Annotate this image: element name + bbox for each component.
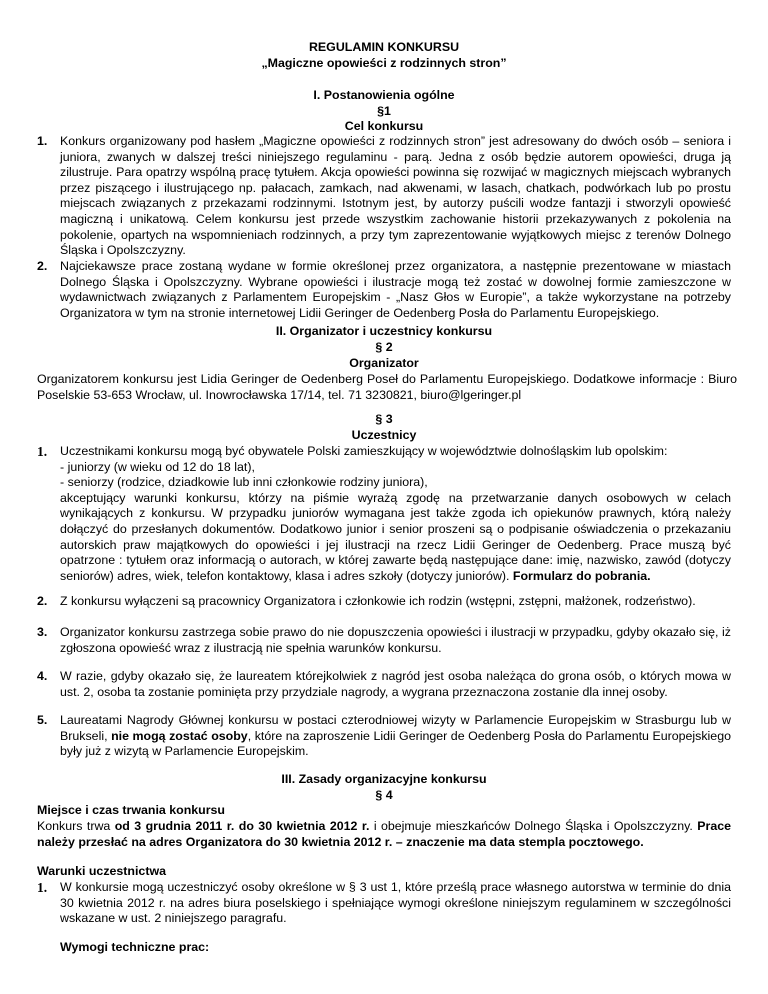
list-item xyxy=(37,594,731,610)
text-run: Konkurs trwa xyxy=(37,819,115,833)
text-run: , które na zaproszenie Lidii Geringer de Oedenberg Posła do Parlamentu Europejskiego były już z wizytą w Parlamencie Europejskim. xyxy=(60,728,731,759)
list-item-text: Konkurs organizowany pod hasłem „Magiczne opowieści z rodzinnych stron” jest adresowany do dwóch osób – seniora i juniora, zwanych w dalszej treści niniejszego regulaminu - parą. Jedna z osób będzie autorem opowieści, druga ją zilustruje. Para opatrzy wspólną pracę tytułem. Akcja opowieści powinna się rozwijać w magicznych miejscach wybranych przez piszącego i ilustrującego np. pałacach, zamkach, nad akwenami, w lasach, chatkach, podwórkach lub po prostu miejscach związanych z przekazami rodzinnymi. Istotnym jest, by autorzy puścili wodze fantazji i stworzyli opowieść magiczną i unikatową. Celem konkursu jest przede wszystkim zachowanie historii przekazywanych z pokolenia na pokolenie, opartych na wspomnieniach rodzinnych, a przy tym zaprezentowanie wyjątkowych miejsc z terenów Dolnego Śląska i Opolszczyzny. xyxy=(60,134,731,258)
list-item-body: akceptujący warunki konkursu, którzy na piśmie wyrażą zgodę na przetwarzanie danych osobowych w celach wynikających z konkursu. W przypadku juniorów wymagana jest także zgoda ich opiekunów prawnych, którą należy dołączyć do przesłanych dokumentów. Dodatkowo junior i senior proszeni są o podpisanie oświadczenia o przekazaniu autorskich praw majątkowych do opowieści i jej ilustracji na rzecz Lidii Geringer de Oedenberg. Prace muszą być opatrzone : tytułem oraz informacją o autorach, w której zawarte będą następujące dane: imię, nazwisko, zawód (dotyczy seniorów) adres, wiek, telefon kontaktowy, klasa i adres szkoły (dotyczy juniorów). xyxy=(60,490,731,583)
list-item xyxy=(37,134,731,259)
text-run-bold: nie mogą zostać osoby xyxy=(111,728,248,743)
list-item-number: 4. xyxy=(37,669,48,683)
section-heading: I. Postanowienia ogólne xyxy=(313,88,455,102)
list-item xyxy=(37,713,731,760)
list-item-number: 1. xyxy=(37,880,48,895)
list-item-number: 5. xyxy=(37,713,48,727)
list-item-text: Organizator konkursu zastrzega sobie prawo do nie dopuszczenia opowieści i ilustracji w przypadku, gdyby okazało się, iż zgłoszona opowieść wraz z ilustracją nie spełnia warunków konkursu. xyxy=(60,625,731,655)
document-subtitle: „Magiczne opowieści z rodzinnych stron” xyxy=(261,56,507,70)
section-heading: III. Zasady organizacyjne konkursu xyxy=(281,772,487,786)
text-run-bold: od 3 grudnia 2011 r. do 30 kwietnia 2012 r. xyxy=(114,819,370,833)
text-run: Laureatami Nagrody Głównej konkursu w postaci czterodniowej wizyty w Parlamencie Europejskim w Strasburgu lub w Brukseli, xyxy=(60,713,731,743)
paragraph-number: § 2 xyxy=(375,340,393,354)
text-run-bold: Prace należy przesłać na adres Organizatora do 30 kwietnia 2012 r. – znaczenie ma data stempla pocztowego. xyxy=(37,819,732,849)
subsection-title: Miejsce i czas trwania konkursu xyxy=(37,803,226,817)
list-item-text xyxy=(60,713,731,760)
list-item-number: 2. xyxy=(37,259,48,273)
list-item-number: 3. xyxy=(37,625,48,639)
subsection-title: Warunki uczestnictwa xyxy=(37,864,166,878)
paragraph-number: §1 xyxy=(377,104,391,118)
section-heading: II. Organizator i uczestnicy konkursu xyxy=(275,324,493,338)
document-title: REGULAMIN KONKURSU xyxy=(308,40,460,54)
paragraph-title: Cel konkursu xyxy=(344,119,424,133)
paragraph-number: § 4 xyxy=(375,788,393,802)
list-item xyxy=(37,880,731,927)
organizer-text: Organizatorem konkursu jest Lidia Geringer de Oedenberg Poseł do Parlamentu Europejskiego. Dodatkowe informacje : Biuro Poselskie 53-653 Wrocław, ul. Inowrocławska 17/14, tel. 71 3230821, biuro@lgeringer.pl xyxy=(37,372,737,402)
subsection-title: Wymogi techniczne prac: xyxy=(60,940,210,954)
list-item-text: W razie, gdyby okazało się, że laureatem którejkolwiek z nagród jest osoba należąca do grona osób, o których mowa w ust. 2, osoba ta zostanie pominięta przy przydziale nagrody, a wygrana przeznaczona zostanie dla innej osoby. xyxy=(60,669,731,699)
list-item-text: Najciekawsze prace zostaną wydane w formie określonej przez organizatora, a następnie prezentowane w miastach Dolnego Śląska i Opolszczyzny. Wybrane opowieści i ilustracje mogą też zostać w dowolnej formie zamieszczone w wydawnictwach związanych z Parlamentem Europejskim - „Nasz Głos w Europie”, a także wykorzystane na potrzeby Organizatora w tym na stronie internetowej Lidii Geringer de Oedenberg Posła do Parlamentu Europejskiego. xyxy=(60,259,731,320)
list-item xyxy=(37,259,731,321)
list-item-number: 1. xyxy=(37,134,48,148)
paragraph-number: § 3 xyxy=(375,412,393,426)
list-item-text: Z konkursu wyłączeni są pracownicy Organizatora i członkowie ich rodzin (wstępni, zstępni, małżonek, rodzeństwo). xyxy=(60,594,696,608)
download-form-link[interactable]: Formularz do pobrania. xyxy=(512,568,651,583)
list-item-line: Uczestnikami konkursu mogą być obywatele Polski zamieszkujący w województwie dolnośląskim lub opolskim: xyxy=(60,444,668,458)
list-item-text xyxy=(60,444,731,584)
list-item xyxy=(37,669,731,700)
list-item xyxy=(37,444,731,584)
list-item-line: - seniorzy (rodzice, dziadkowie lub inni członkowie rodziny juniora), xyxy=(60,475,428,490)
schedule-text xyxy=(37,819,731,850)
list-item-line: - juniorzy (w wieku od 12 do 18 lat), xyxy=(60,459,255,474)
list-item-text: W konkursie mogą uczestniczyć osoby określone w § 3 ust 1, które prześlą prace własnego autorstwa w terminie do dnia 30 kwietnia 2012 r. na adres biura poselskiego i spełniające wymogi określone niniejszym regulaminem w szczególności wskazane w ust. 2 niniejszego paragrafu. xyxy=(60,880,731,926)
list-item-number: 1. xyxy=(37,444,48,459)
paragraph-title: Organizator xyxy=(349,356,419,370)
text-run: i obejmuje mieszkańców Dolnego Śląska i Opolszczyzny. xyxy=(369,819,698,833)
list-item-number: 2. xyxy=(37,594,48,608)
list-item xyxy=(37,625,731,656)
paragraph-title: Uczestnicy xyxy=(351,428,417,442)
